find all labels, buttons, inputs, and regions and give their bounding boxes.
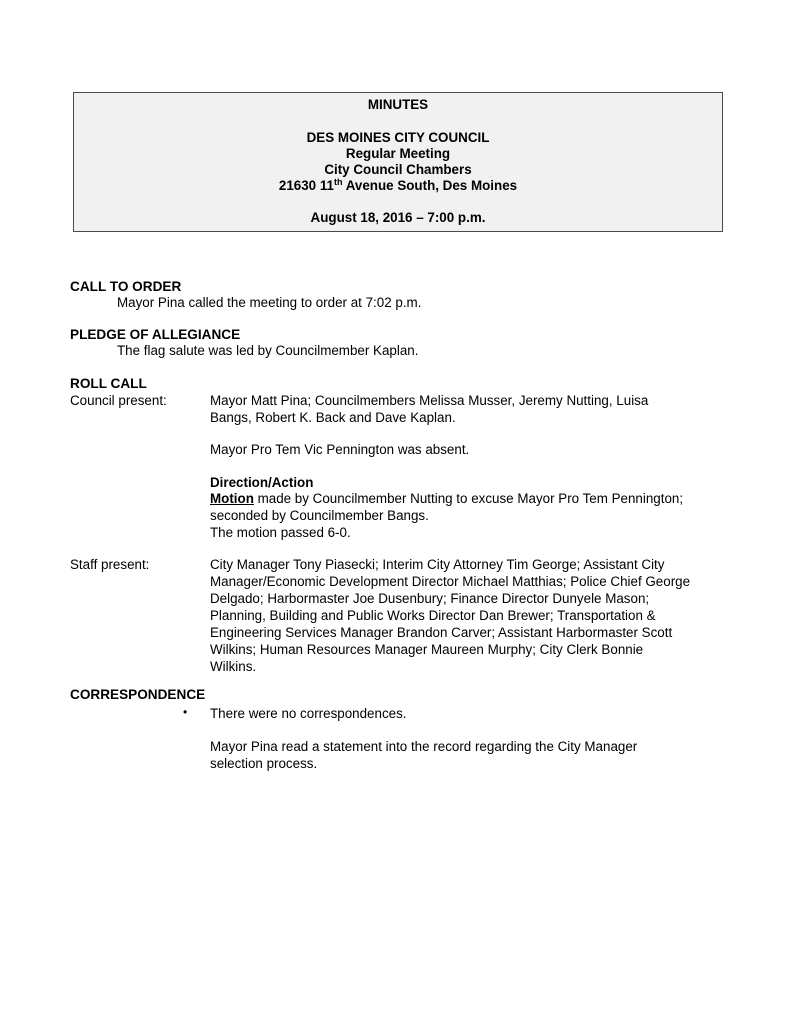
staff-line: Manager/Economic Development Director Michael Matthias; Police Chief George: [210, 574, 691, 589]
minutes-title: MINUTES: [367, 97, 429, 112]
staff-line: Delgado; Harbormaster Joe Dusenbury; Finance Director Dunyele Mason;: [210, 591, 650, 606]
direction-action-heading: Direction/Action: [210, 475, 314, 490]
call-to-order-heading: CALL TO ORDER: [70, 279, 182, 294]
roll-call-heading: ROLL CALL: [70, 376, 147, 391]
meeting-date-time: August 18, 2016 – 7:00 p.m.: [310, 210, 486, 225]
staff-line: Engineering Services Manager Brandon Carver; Assistant Harbormaster Scott: [210, 625, 673, 640]
staff-line: Planning, Building and Public Works Director Dan Brewer; Transportation &: [210, 608, 656, 623]
council-present-line: Mayor Matt Pina; Councilmembers Melissa Musser, Jeremy Nutting, Luisa: [210, 393, 649, 408]
pledge-heading: PLEDGE OF ALLEGIANCE: [70, 327, 241, 342]
absent-text: Mayor Pro Tem Vic Pennington was absent.: [210, 442, 470, 457]
meeting-type: Regular Meeting: [345, 146, 451, 161]
motion-label: Motion: [210, 491, 254, 506]
motion-line: [210, 490, 720, 507]
statement-text: [210, 738, 720, 772]
pledge-text: The flag salute was led by Councilmember Kaplan.: [117, 343, 419, 358]
address-rest: Avenue South, Des Moines: [342, 178, 518, 193]
staff-line: City Manager Tony Piasecki; Interim City Attorney Tim George; Assistant City: [210, 557, 665, 572]
minutes-header-box: [73, 92, 723, 232]
staff-present-label: Staff present:: [70, 557, 150, 572]
staff-line: Wilkins.: [210, 659, 257, 674]
council-present-list: [210, 392, 720, 426]
statement-line: selection process.: [210, 756, 318, 771]
address-suffix: th: [334, 177, 343, 187]
statement-line: Mayor Pina read a statement into the record regarding the City Manager: [210, 739, 638, 754]
address-number: 21630 11: [278, 178, 334, 193]
correspondence-heading: CORRESPONDENCE: [70, 687, 206, 702]
council-present-label: Council present:: [70, 393, 167, 408]
correspondence-bullet-text: There were no correspondences.: [210, 706, 407, 721]
staff-present-list: [210, 556, 720, 675]
motion-second: seconded by Councilmember Bangs.: [210, 508, 429, 523]
staff-line: Wilkins; Human Resources Manager Maureen Murphy; City Clerk Bonnie: [210, 642, 644, 657]
council-name: DES MOINES CITY COUNCIL: [306, 130, 490, 145]
council-present-line: Bangs, Robert K. Back and Dave Kaplan.: [210, 410, 456, 425]
motion-text: made by Councilmember Nutting to excuse Mayor Pro Tem Pennington;: [253, 491, 684, 506]
motion-result: The motion passed 6-0.: [210, 525, 351, 540]
meeting-location: City Council Chambers: [324, 162, 472, 177]
motion-block: [210, 490, 720, 541]
meeting-address: [74, 178, 722, 194]
call-to-order-text: Mayor Pina called the meeting to order at 7:02 p.m.: [117, 295, 422, 310]
bullet-icon: •: [183, 705, 188, 719]
